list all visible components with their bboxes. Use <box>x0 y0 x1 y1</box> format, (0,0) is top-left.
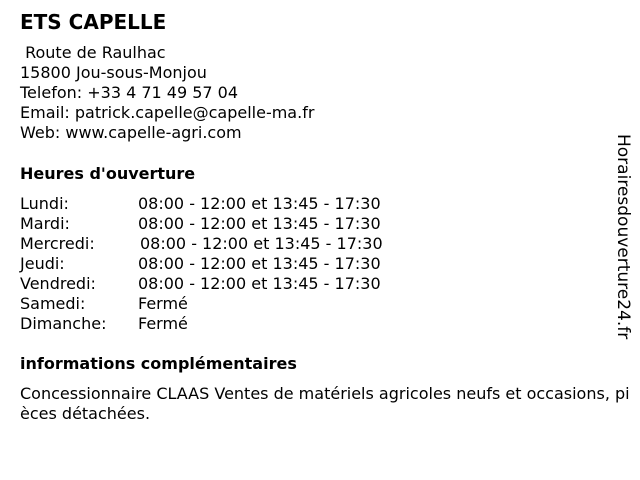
day-label: Mardi: <box>20 214 70 233</box>
day-label: Mercredi: <box>20 234 95 253</box>
time-value: 08:00 - 12:00 et 13:45 - 17:30 <box>140 234 383 253</box>
time-value: 08:00 - 12:00 et 13:45 - 17:30 <box>138 274 381 293</box>
time-value: 08:00 - 12:00 et 13:45 - 17:30 <box>138 194 381 213</box>
info-heading: informations complémentaires <box>20 354 297 373</box>
time-value: Fermé <box>138 294 188 313</box>
day-label: Lundi: <box>20 194 69 213</box>
day-label: Dimanche: <box>20 314 107 333</box>
time-value: 08:00 - 12:00 et 13:45 - 17:30 <box>138 214 381 233</box>
street: Route de Raulhac <box>20 43 166 62</box>
city: 15800 Jou-sous-Monjou <box>20 63 207 82</box>
hours-heading: Heures d'ouverture <box>20 164 196 183</box>
day-label: Samedi: <box>20 294 86 313</box>
time-value: 08:00 - 12:00 et 13:45 - 17:30 <box>138 254 381 273</box>
company-name: ETS CAPELLE <box>20 10 167 34</box>
email: Email: patrick.capelle@capelle-ma.fr <box>20 103 315 122</box>
address-block <box>20 43 314 143</box>
watermark: Horairesdouverture24.fr <box>613 134 633 340</box>
info-text: Concessionnaire CLAAS Ventes de matériels agricoles neufs et occasions, pièces détachées. <box>20 384 630 423</box>
day-label: Jeudi: <box>20 254 65 273</box>
time-value: Fermé <box>138 314 188 333</box>
website: Web: www.capelle-agri.com <box>20 123 242 142</box>
phone: Telefon: +33 4 71 49 57 04 <box>20 83 239 102</box>
day-label: Vendredi: <box>20 274 96 293</box>
